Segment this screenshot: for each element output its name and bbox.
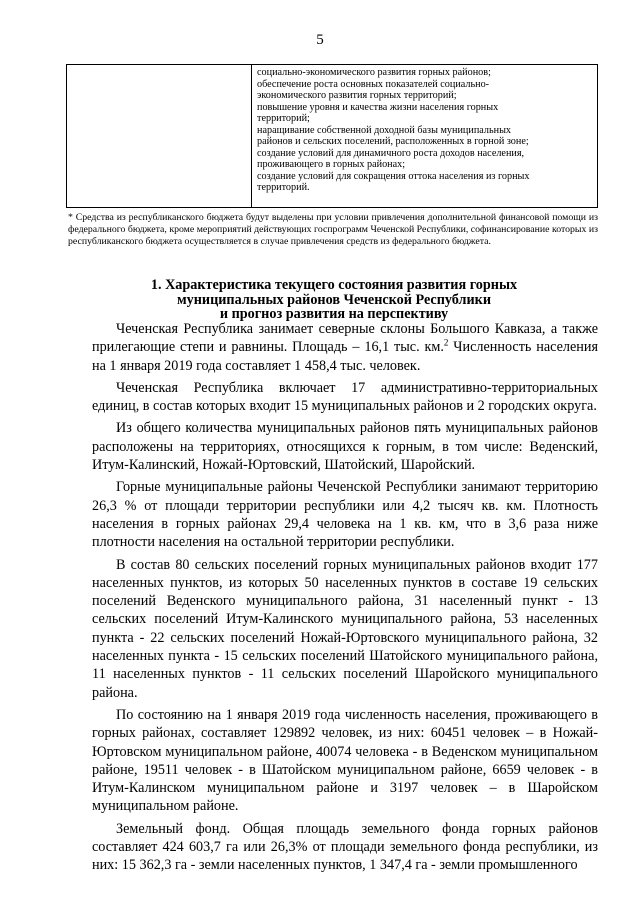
- paragraph: Чеченская Республика включает 17 административно-территориальных единиц, в состав которых входит 15 муниципальных районов и 2 городских округа.: [92, 379, 598, 415]
- table-line: социально-экономического развития горных районов;: [257, 67, 491, 78]
- table-line: создание условий для динамичного роста доходов населения,: [257, 147, 525, 159]
- superscript: 2: [443, 337, 449, 348]
- paragraph-text: Численность населения на 1 января 2019 года составляет 1 458,4 тыс. человек.: [92, 339, 598, 374]
- heading-line: и прогноз развития на перспективу: [219, 306, 449, 322]
- table-line: экономического развития горных территорий;: [257, 90, 457, 101]
- table-line: проживающего в горных районах;: [257, 159, 406, 170]
- page-number: 5: [316, 32, 324, 48]
- section-heading: [110, 278, 558, 322]
- table-line: повышение уровня и качества жизни населения горных: [257, 101, 499, 113]
- footnote: * Средства из республиканского бюджета будут выделены при условии привлечения дополнительной финансовой помощи из федерального бюджета, кроме мероприятий действующих госпрограмм Чеченской Республики, софинансирование которых из республиканского бюджета осуществляется в случае привлечения средств из федерального бюджета.: [68, 212, 598, 248]
- table-line: создание условий для сокращения оттока населения из горных: [257, 170, 530, 182]
- paragraph: Земельный фонд. Общая площадь земельного фонда горных районов составляет 424 603,7 га или 26,3% от площади земельного фонда республики, из них: 15 362,3 га - земли населенных пунктов, 1 347,4 га - земли промышленного: [92, 820, 598, 874]
- paragraph: Горные муниципальные районы Чеченской Республики занимают территорию 26,3 % от площади территории республики или 4,2 тысяч кв. км. Плотность населения в горных районах 29,4 человека на 1 кв. км, что в 3,6 раза ниже плотности населения на остальной территории республики.: [92, 479, 598, 551]
- table-column-divider: [251, 65, 252, 207]
- objectives-table: [66, 64, 598, 208]
- heading-line: муниципальных районов Чеченской Республики: [176, 291, 492, 308]
- table-line: территорий.: [257, 182, 310, 193]
- paragraph: В состав 80 сельских поселений горных муниципальных районов входит 177 населенных пунктов, из которых 50 населенных пунктов в составе 19 сельских поселений Веденского муниципального района, 31 населенный пункт - 13 сельских поселений Итум-Калинского муниципального района, 53 населенных пункта - 22 сельских поселений Ножай-Юртовского муниципального района, 32 населенных пункта - 15 сельских поселений Шатойского муниципального района, 11 населенных пунктов - 11 сельских поселений Шаройского муниципального района.: [92, 556, 598, 701]
- paragraph: По состоянию на 1 января 2019 года численность населения, проживающего в горных районах, составляет 129892 человек, из них: 60451 человек – в Ножай-Юртовском муниципальном районе, 40074 человека - в Веденском муниципальном районе, 19511 человек - в Шатойском муниципальном районе, 6659 человек - в Итум-Калинском муниципальном районе и 3197 человек – в Шаройском муниципальном районе.: [92, 706, 598, 815]
- paragraph-text: Чеченская Республика занимает северные склоны Большого Кавказа, а также прилегающие степи и равнины. Площадь – 16,1 тыс. км.: [92, 321, 598, 356]
- table-objectives-cell: [257, 67, 593, 194]
- table-line: наращивание собственной доходной базы муниципальных: [257, 124, 512, 136]
- paragraph: Из общего количества муниципальных районов пять муниципальных районов расположены на территориях, относящихся к горным, в том числе: Веденский, Итум-Калинский, Ножай-Юртовский, Шатойский, Шаройский.: [92, 420, 598, 474]
- paragraph-overview: [92, 320, 598, 375]
- body-text: [92, 320, 598, 879]
- table-line: обеспечение роста основных показателей социально-: [257, 78, 490, 90]
- table-line: территорий;: [257, 113, 310, 124]
- table-line: районов и сельских поселений, расположенных в горной зоне;: [257, 136, 529, 147]
- heading-line: 1. Характеристика текущего состояния развития горных: [150, 277, 518, 293]
